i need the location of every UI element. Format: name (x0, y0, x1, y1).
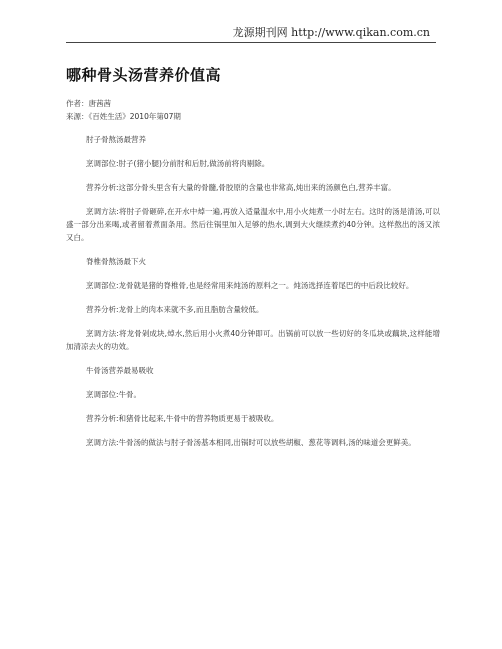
body-paragraph: 烹调部位:龙骨就是猪的脊椎骨,也是经常用来炖汤的原料之一。炖汤选择连着尾巴的中后段比较好。 (86, 281, 414, 290)
article-title: 哪种骨头汤营养价值高 (66, 66, 222, 84)
body-paragraph: 烹调方法:将肘子骨砸碎,在开水中焯一遍,再放入适量温水中,用小火炖煮一小时左右。这时的汤是清汤,可以盛一部分出来喝,或者留着煮面条用。然后往锅里加入足够的热水,调到大火继续煮约40分钟。这样熬出的汤又浓又白。 (66, 207, 440, 242)
body-paragraph: 烹调部位:牛骨。 (86, 390, 142, 399)
body-paragraph: 烹调方法:牛骨汤的做法与肘子骨汤基本相同,出锅时可以放些胡椒、葱花等调料,汤的味道会更鲜美。 (86, 438, 416, 447)
body-paragraph: 烹调部位:肘子(猪小腿)分前肘和后肘,做汤前将肉剔除。 (86, 159, 270, 168)
body-paragraph: 烹调方法:将龙骨剁成块,焯水,然后用小火煮40分钟即可。出锅前可以放一些切好的冬瓜块或藕块,这样能增加清凉去火的功效。 (66, 329, 440, 351)
body-paragraph: 营养分析:和猪骨比起来,牛骨中的营养物质更易于被吸收。 (86, 414, 279, 423)
section-heading: 牛骨汤营养最易吸收 (86, 366, 154, 375)
section-heading: 肘子骨熬汤最营养 (86, 135, 146, 144)
header-divider (66, 42, 436, 43)
article-body (66, 133, 440, 449)
section-heading: 脊椎骨熬汤最下火 (86, 257, 146, 266)
page-header-site: 龙源期刊网 http://www.qikan.com.cn (232, 26, 430, 39)
body-paragraph: 营养分析:这部分骨头里含有大量的骨髓,骨胶原的含量也非常高,炖出来的汤颜色白,营养丰富。 (86, 183, 396, 192)
article (66, 64, 440, 460)
source-line: 来源：《百姓生活》2010年第07期 (66, 112, 181, 121)
author-line: 作者：唐茜茜 (66, 99, 111, 108)
body-paragraph: 营养分析:龙骨上的肉本来就不多,而且脂肪含量较低。 (86, 305, 264, 314)
